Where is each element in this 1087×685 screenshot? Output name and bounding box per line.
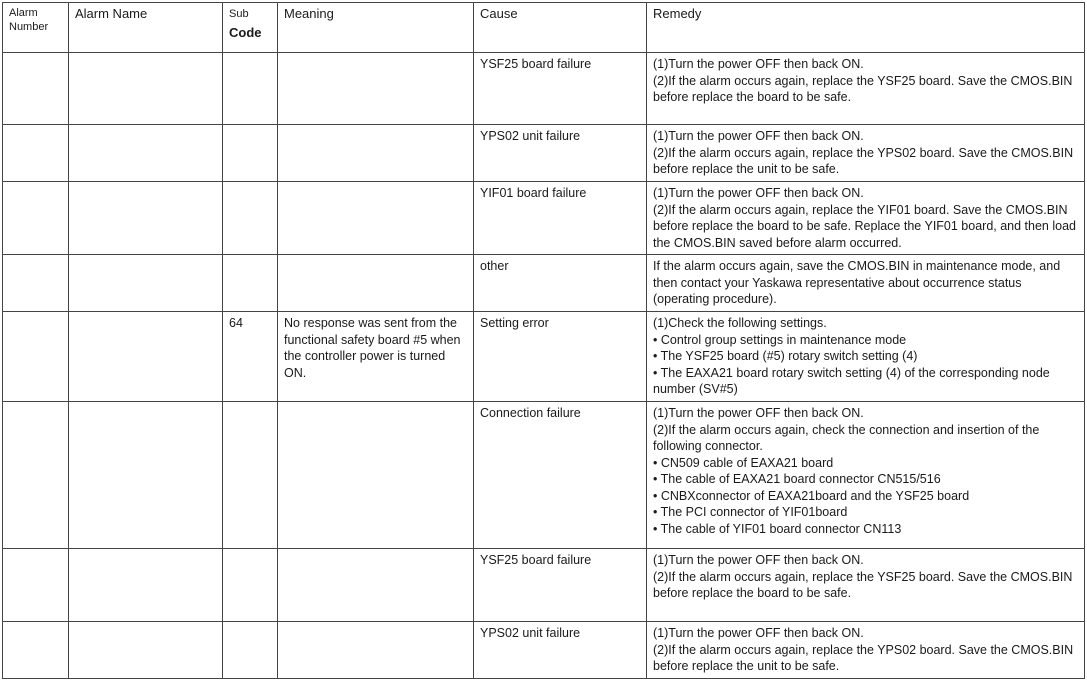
remedy-line: (1)Check the following settings.	[653, 316, 827, 330]
remedy-line: (2)If the alarm occurs again, replace the YPS02 board. Save the CMOS.BIN before replace the unit to be safe.	[653, 145, 1074, 176]
sub-code-cell	[223, 549, 278, 622]
meaning-cell	[278, 182, 474, 255]
remedy-line: (1)Turn the power OFF then back ON.	[653, 406, 864, 420]
sub-code-cell	[223, 255, 278, 312]
cause-cell: Setting error	[474, 312, 647, 402]
cause-cell: YPS02 unit failure	[474, 622, 647, 679]
header-remedy: Remedy	[647, 3, 1085, 53]
alarm-name-cell	[69, 312, 223, 402]
table-row	[3, 549, 1085, 622]
alarm-name-cell	[69, 622, 223, 679]
remedy-line: (2)If the alarm occurs again, replace the YPS02 board. Save the CMOS.BIN before replace the unit to be safe.	[653, 642, 1074, 673]
table-row	[3, 125, 1085, 182]
table-row	[3, 255, 1085, 312]
remedy-line: (2)If the alarm occurs again, replace the YIF01 board. Save the CMOS.BIN before replace the board to be safe. Replace the YIF01 board, and then load the CMOS.BIN saved before alarm occurred.	[653, 202, 1076, 250]
meaning-cell	[278, 549, 474, 622]
cause-cell: Connection failure	[474, 402, 647, 549]
header-sub-code	[223, 3, 278, 53]
alarm-number-cell	[3, 402, 69, 549]
remedy-line: • Control group settings in maintenance mode	[653, 332, 907, 347]
cause-cell: other	[474, 255, 647, 312]
remedy-line: (2)If the alarm occurs again, replace the YSF25 board. Save the CMOS.BIN before replace the board to be safe.	[653, 73, 1073, 104]
meaning-cell	[278, 402, 474, 549]
remedy-cell	[647, 182, 1085, 255]
table-row	[3, 402, 1085, 549]
sub-code-cell	[223, 622, 278, 679]
sub-code-cell: 64	[223, 312, 278, 402]
remedy-line: • The YSF25 board (#5) rotary switch setting (4)	[653, 349, 918, 363]
remedy-cell	[647, 125, 1085, 182]
remedy-line: (1)Turn the power OFF then back ON.	[653, 129, 864, 143]
alarm-number-cell	[3, 549, 69, 622]
remedy-cell	[647, 402, 1085, 549]
cause-cell: YSF25 board failure	[474, 549, 647, 622]
remedy-line: • CNBXconnector of EAXA21board and the YSF25 board	[653, 488, 970, 503]
remedy-line: • CN509 cable of EAXA21 board	[653, 455, 834, 470]
table-row	[3, 312, 1085, 402]
alarm-name-cell	[69, 549, 223, 622]
sub-code-cell	[223, 125, 278, 182]
sub-code-cell	[223, 53, 278, 125]
alarm-table	[2, 2, 1085, 679]
alarm-number-cell	[3, 255, 69, 312]
remedy-cell	[647, 622, 1085, 679]
remedy-cell	[647, 255, 1085, 312]
alarm-name-cell	[69, 182, 223, 255]
table-row	[3, 622, 1085, 679]
header-meaning: Meaning	[278, 3, 474, 53]
cause-cell: YSF25 board failure	[474, 53, 647, 125]
alarm-name-cell	[69, 125, 223, 182]
alarm-number-cell	[3, 182, 69, 255]
remedy-line: (2)If the alarm occurs again, check the connection and insertion of the following connector.	[653, 422, 1040, 453]
cause-cell: YIF01 board failure	[474, 182, 647, 255]
meaning-cell	[278, 622, 474, 679]
header-alarm-name: Alarm Name	[69, 3, 223, 53]
remedy-line: • The EAXA21 board rotary switch setting (4) of the corresponding node number (SV#5)	[653, 365, 1050, 396]
meaning-cell	[278, 125, 474, 182]
table-body	[3, 53, 1085, 679]
alarm-name-cell	[69, 53, 223, 125]
alarm-number-cell	[3, 312, 69, 402]
remedy-line: • The PCI connector of YIF01board	[653, 505, 848, 519]
remedy-cell	[647, 53, 1085, 125]
remedy-line: (1)Turn the power OFF then back ON.	[653, 57, 864, 71]
remedy-line: (2)If the alarm occurs again, replace the YSF25 board. Save the CMOS.BIN before replace the board to be safe.	[653, 569, 1073, 600]
header-sub-code-top: Sub	[229, 8, 249, 20]
meaning-cell	[278, 255, 474, 312]
remedy-line: • The cable of YIF01 board connector CN113	[653, 521, 902, 536]
alarm-number-cell	[3, 53, 69, 125]
meaning-cell: No response was sent from the functional safety board #5 when the controller power is turned ON.	[278, 312, 474, 402]
remedy-line: (1)Turn the power OFF then back ON.	[653, 186, 864, 200]
remedy-line: • The cable of EAXA21 board connector CN515/516	[653, 472, 941, 486]
remedy-cell	[647, 549, 1085, 622]
cause-cell: YPS02 unit failure	[474, 125, 647, 182]
alarm-number-cell	[3, 622, 69, 679]
remedy-cell	[647, 312, 1085, 402]
header-sub-code-bottom: Code	[229, 25, 262, 40]
alarm-number-cell	[3, 125, 69, 182]
alarm-name-cell	[69, 402, 223, 549]
sub-code-cell	[223, 402, 278, 549]
table-row	[3, 53, 1085, 125]
table-row	[3, 182, 1085, 255]
header-row	[3, 3, 1085, 53]
header-cause: Cause	[474, 3, 647, 53]
alarm-name-cell	[69, 255, 223, 312]
remedy-line: (1)Turn the power OFF then back ON.	[653, 626, 864, 640]
meaning-cell	[278, 53, 474, 125]
sub-code-cell	[223, 182, 278, 255]
remedy-line: (1)Turn the power OFF then back ON.	[653, 553, 864, 567]
header-alarm-number: Alarm Number	[3, 3, 69, 53]
remedy-line: If the alarm occurs again, save the CMOS.BIN in maintenance mode, and then contact your Yaskawa representative about occurrence status (operating procedure).	[653, 259, 1061, 306]
